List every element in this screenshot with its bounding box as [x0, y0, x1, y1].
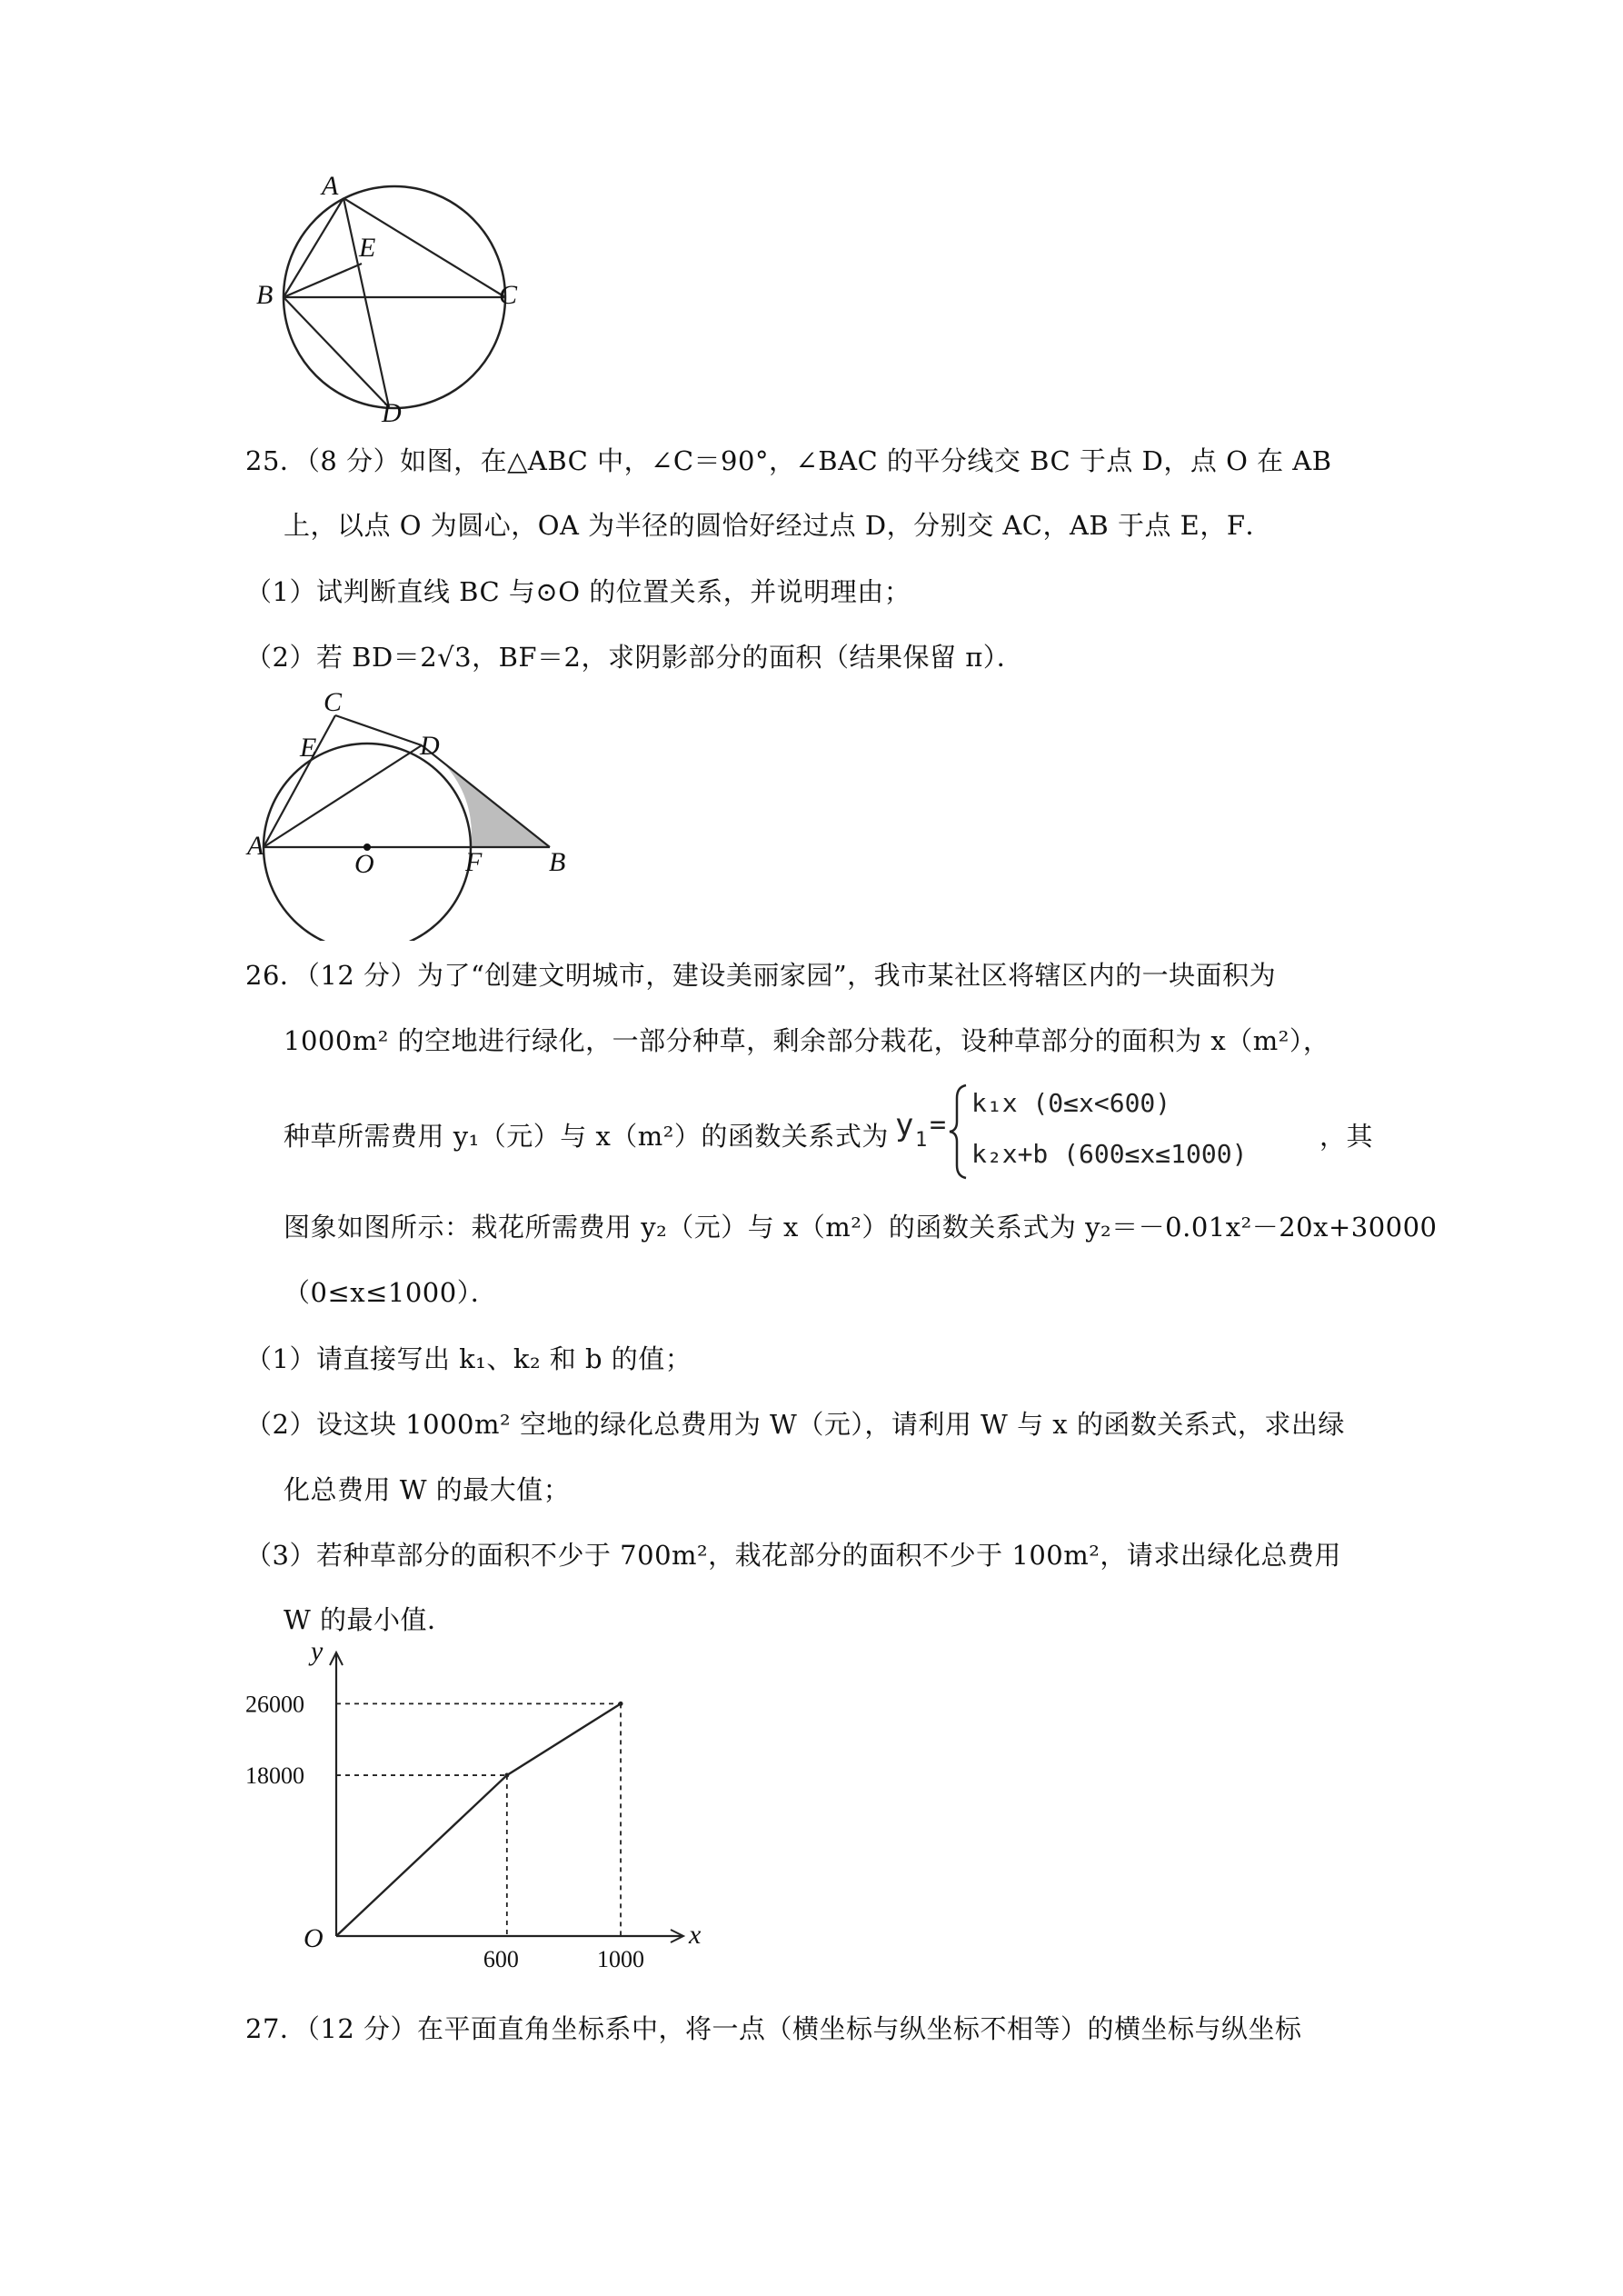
q26-line1: 26．（12 分）为了“创建文明城市，建设美丽家园”，我市某社区将辖区内的一块面积为 — [245, 960, 1277, 991]
q25-line2: 上，以点 O 为圆心，OA 为半径的圆恰好经过点 D，分别交 AC，AB 于点 E，F． — [284, 510, 1272, 541]
figure-25-diagram — [245, 686, 591, 941]
x-tick-label: 600 — [483, 1946, 519, 1972]
figure-24-circle-diagram — [245, 168, 536, 432]
piecewise-y: y — [895, 1107, 914, 1143]
segment-ad — [264, 745, 422, 847]
q25-part1: （1）试判断直线 BC 与⊙O 的位置关系，并说明理由； — [245, 576, 911, 607]
segment-be — [284, 264, 362, 297]
left-brace — [948, 1083, 970, 1180]
y-tick-label: 26000 — [245, 1691, 304, 1718]
y-axis-label: y — [311, 1645, 324, 1666]
x-axis-label: x — [689, 1920, 702, 1950]
label-a: A — [322, 171, 339, 201]
segment-ad — [344, 198, 389, 407]
q27-line1: 27．（12 分）在平面直角坐标系中，将一点（横坐标与纵坐标不相等）的横坐标与纵坐标 — [245, 2013, 1302, 2044]
segment-ab — [284, 198, 344, 297]
q26-line2: 1000m² 的空地进行绿化，一部分种草，剩余部分栽花，设种草部分的面积为 x（m²）， — [284, 1025, 1330, 1056]
piecewise-y-sub: 1 — [915, 1129, 928, 1152]
circle-o — [264, 744, 471, 941]
origin-label: O — [304, 1923, 324, 1953]
segment-cd — [335, 715, 422, 745]
data-point — [504, 1773, 509, 1778]
label-c: C — [324, 687, 343, 717]
q26-part3a: （3）若种草部分的面积不少于 700m²，栽花部分的面积不少于 100m²，请求出绿化总费用 — [245, 1540, 1341, 1571]
label-c: C — [499, 280, 518, 310]
label-f: F — [465, 847, 483, 877]
x-tick-label: 1000 — [597, 1946, 645, 1972]
label-a: A — [247, 831, 264, 861]
label-o: O — [354, 849, 374, 879]
piecewise-equals: = — [930, 1109, 947, 1141]
label-d: D — [420, 731, 440, 761]
q26-line3-right: ，其 — [1319, 1121, 1374, 1152]
label-b: B — [549, 847, 566, 877]
piece-2: k₂x+b (600≤x≤1000) — [971, 1139, 1248, 1169]
q26-part2b: 化总费用 W 的最大值； — [284, 1474, 571, 1505]
q26-part2a: （2）设这块 1000m² 空地的绿化总费用为 W（元），请利用 W 与 x 的函数关系式，求出绿 — [245, 1409, 1345, 1440]
q26-part3b: W 的最小值． — [284, 1604, 454, 1635]
y-tick-label: 18000 — [245, 1762, 304, 1790]
q26-line4: 图象如图所示：栽花所需费用 y₂（元）与 x（m²）的函数关系式为 y₂＝－0.01x²－20x+30000 — [284, 1212, 1438, 1243]
label-e: E — [300, 733, 317, 763]
series-line — [336, 1703, 621, 1936]
q25-part2: （2）若 BD＝2√3，BF＝2，求阴影部分的面积（结果保留 π）． — [245, 642, 1024, 673]
label-b: B — [256, 280, 274, 310]
function-graph-chart — [236, 1645, 709, 1982]
label-d: D — [382, 398, 402, 428]
q25-line1: 25．（8 分）如图，在△ABC 中，∠C＝90°，∠BAC 的平分线交 BC 于点 D，点 O 在 AB — [245, 445, 1332, 476]
data-point — [619, 1702, 623, 1706]
q26-line3-left: 种草所需费用 y₁（元）与 x（m²）的函数关系式为 — [284, 1121, 889, 1152]
piece-1: k₁x (0≤x<600) — [971, 1088, 1171, 1118]
q26-line5: （0≤x≤1000）． — [284, 1277, 498, 1308]
q26-part1: （1）请直接写出 k₁、k₂ 和 b 的值； — [245, 1343, 692, 1374]
piecewise-formula — [895, 1082, 1322, 1182]
label-e: E — [359, 233, 376, 263]
